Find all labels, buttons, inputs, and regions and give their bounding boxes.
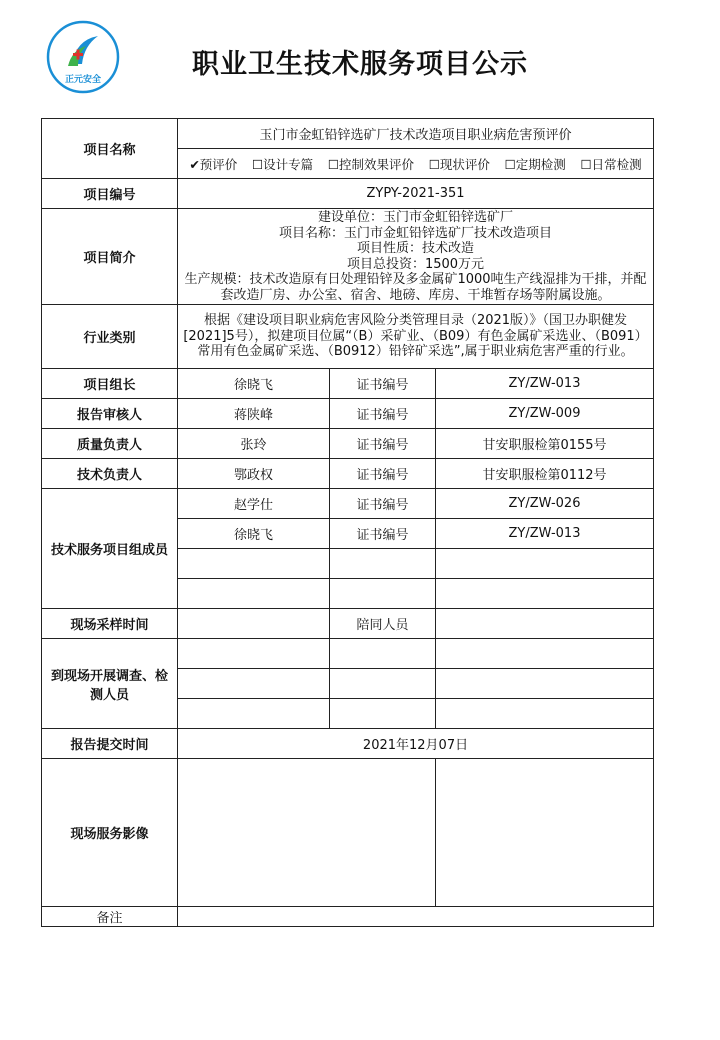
empty-cell — [436, 699, 654, 729]
industry-value: 根据《建设项目职业病危害风险分类管理目录（2021版）》（国卫办职健发[2021]5号），拟建项目位属“（B）采矿业、（B09）有色金属矿采选业、（B091）常用有色金属矿采选、（B0912）铅锌矿采选”,属于职业病危害严重的行业。 — [178, 305, 654, 369]
empty-cell — [436, 669, 654, 699]
companion-value — [436, 609, 654, 639]
members-label: 技术服务项目组成员 — [42, 489, 178, 609]
quality-label: 质量负责人 — [42, 429, 178, 459]
empty-cell — [330, 639, 436, 669]
empty-cell — [330, 579, 436, 609]
empty-cell — [436, 549, 654, 579]
member-cert: ZY/ZW-026 — [436, 489, 654, 519]
cert-label: 证书编号 — [330, 399, 436, 429]
empty-cell — [436, 639, 654, 669]
empty-cell — [178, 639, 330, 669]
page-title: 职业卫生技术服务项目公示 — [192, 49, 528, 80]
reviewer-cert: ZY/ZW-009 — [436, 399, 654, 429]
option-design-chapter[interactable]: ☐设计专篇 — [251, 156, 314, 172]
disclosure-table — [41, 118, 654, 927]
sampling-time-value — [178, 609, 330, 639]
photo-slot-right — [436, 759, 654, 907]
submit-time-label: 报告提交时间 — [42, 729, 178, 759]
member-name: 赵学仕 — [178, 489, 330, 519]
submit-time-value: 2021年12月07日 — [178, 729, 654, 759]
summary-line: 生产规模：技术改造原有日处理铅锌及多金属矿1000吨生产线湿排为干排，并配套改造厂房、办公室、宿舍、地磅、库房、干堆暂存场等附属设施。 — [184, 272, 647, 303]
cert-label: 证书编号 — [330, 459, 436, 489]
option-control-effect[interactable]: ☐控制效果评价 — [327, 156, 415, 172]
quality-cert: 甘安职服检第0155号 — [436, 429, 654, 459]
photo-slot-left — [178, 759, 436, 907]
sampling-time-label: 现场采样时间 — [42, 609, 178, 639]
remarks-label: 备注 — [42, 907, 178, 927]
technical-label: 技术负责人 — [42, 459, 178, 489]
empty-cell — [436, 579, 654, 609]
leader-cert: ZY/ZW-013 — [436, 369, 654, 399]
cert-label: 证书编号 — [330, 519, 436, 549]
summary-line: 项目性质：技术改造 — [357, 241, 475, 256]
companion-label: 陪同人员 — [330, 609, 436, 639]
summary-value — [178, 209, 654, 305]
empty-cell — [178, 669, 330, 699]
technical-cert: 甘安职服检第0112号 — [436, 459, 654, 489]
member-name: 徐晓飞 — [178, 519, 330, 549]
cert-label: 证书编号 — [330, 489, 436, 519]
service-type-options — [178, 149, 654, 179]
option-periodic-test[interactable]: ☐定期检测 — [504, 156, 566, 172]
project-no-value: ZYPY-2021-351 — [178, 179, 654, 209]
project-no-label: 项目编号 — [42, 179, 178, 209]
empty-cell — [178, 549, 330, 579]
photos-label: 现场服务影像 — [42, 759, 178, 907]
summary-label: 项目简介 — [42, 209, 178, 305]
quality-name: 张玲 — [178, 429, 330, 459]
technical-name: 鄂政权 — [178, 459, 330, 489]
remarks-value — [178, 907, 654, 927]
summary-line: 项目名称：玉门市金虹铅锌选矿厂技术改造项目 — [279, 225, 553, 241]
empty-cell — [330, 669, 436, 699]
option-daily-test[interactable]: ☐日常检测 — [580, 156, 642, 172]
empty-cell — [330, 699, 436, 729]
option-pre-evaluation[interactable]: ✔预评价 — [189, 156, 238, 172]
empty-cell — [178, 579, 330, 609]
cert-label: 证书编号 — [330, 369, 436, 399]
reviewer-name: 蒋陕峰 — [178, 399, 330, 429]
onsite-staff-label: 到现场开展调查、检测人员 — [42, 639, 178, 729]
reviewer-label: 报告审核人 — [42, 399, 178, 429]
project-name-label: 项目名称 — [42, 119, 178, 179]
project-name-value: 玉门市金虹铅锌选矿厂技术改造项目职业病危害预评价 — [178, 119, 654, 149]
leader-name: 徐晓飞 — [178, 369, 330, 399]
industry-label: 行业类别 — [42, 305, 178, 369]
option-status-evaluation[interactable]: ☐现状评价 — [428, 156, 490, 172]
leader-label: 项目组长 — [42, 369, 178, 399]
empty-cell — [178, 699, 330, 729]
cert-label: 证书编号 — [330, 429, 436, 459]
logo-text: 正元安全 — [64, 75, 102, 85]
member-cert: ZY/ZW-013 — [436, 519, 654, 549]
empty-cell — [330, 549, 436, 579]
summary-line: 建设单位：玉门市金虹铅锌选矿厂 — [318, 210, 514, 225]
summary-line: 项目总投资：1500万元 — [346, 256, 485, 272]
